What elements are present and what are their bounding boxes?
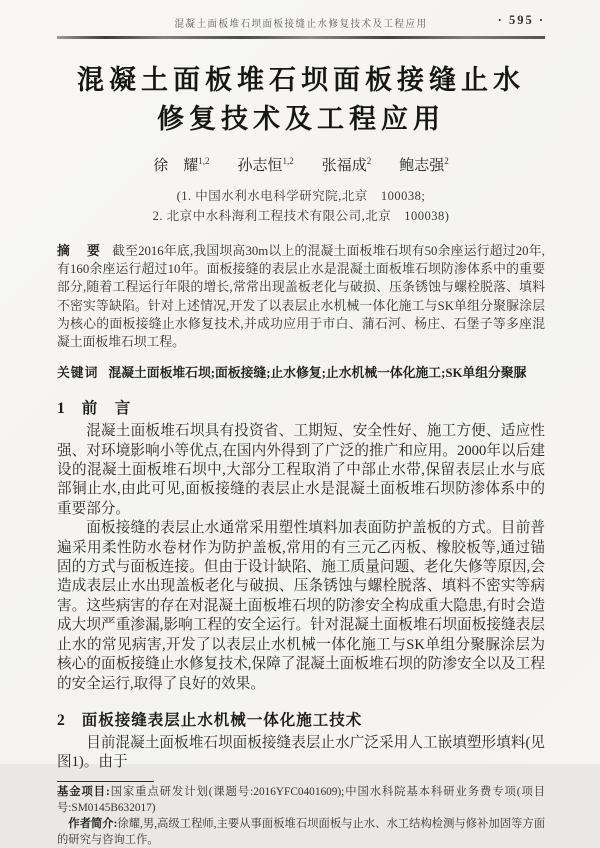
paper-title-line1: 混凝土面板堆石坝面板接缝止水 [77, 65, 525, 95]
author-3-name: 张福成 [321, 158, 367, 174]
paper-title [57, 61, 545, 139]
section-1-heading [57, 396, 545, 418]
abstract-text: 截至2016年底,我国坝高30m以上的混凝土面板堆石坝有50余座运行超过20年,有160余座运行超过10年。面板接缝的表层止水是混凝土面板堆石坝防渗体系中的重要部分,随着工程运行年限的增长,常常出现盖板老化与破损、压条锈蚀与螺栓脱落、填料不密实等缺陷。针对上述情况,开发了以表层止水机械一体化施工与SK单组分聚脲涂层为核心的面板接缝止水修复技术,并成功应用于市白、蒲石河、杨庄、石堡子等多座混凝土面板堆石坝工程。 [57, 244, 546, 350]
footnote-rule [57, 781, 154, 783]
section-1-number: 1 [57, 400, 66, 418]
section-1-paragraph-1: 混凝土面板堆石坝具有投资省、工期短、安全性好、施工方便、适应性强、对环境影响小等优点,在国内外得到了广泛的推广和应用。2000年以后建设的混凝土面板堆石坝中,大部分工程取消了中部止水带,保留表层止水与底部铜止水,由此可见,面板接缝的表层止水是混凝土面板堆石坝防渗体系中的重要部分。 [57, 423, 545, 517]
section-1-title: 前 言 [81, 400, 132, 418]
author-4-affiliation-sup: 2 [444, 156, 449, 166]
header-rule [57, 36, 545, 39]
author-3 [322, 154, 372, 175]
author-list [57, 154, 545, 175]
footnote-author-bio-label: 作者简介: [68, 817, 118, 830]
footnote-fund-text: 国家重点研发计划(课题号:2016YFC0401609);中国水科院基本科研业务费专项(项目号:SM0145B632017) [57, 786, 545, 815]
keywords-text: 混凝土面板堆石坝;面板接缝;止水修复;止水机械一体化施工;SK单组分聚脲 [108, 366, 527, 381]
running-header [57, 14, 545, 30]
abstract [57, 242, 545, 351]
author-1-name: 徐 耀 [153, 158, 199, 174]
author-4-name: 鲍志强 [399, 158, 445, 174]
section-2-number: 2 [57, 711, 66, 729]
section-2-heading [57, 708, 545, 730]
author-2 [237, 154, 293, 175]
footnote-fund [57, 785, 545, 817]
paper-title-line2: 修复技术及工程应用 [157, 104, 445, 134]
page-number: · 595 · [497, 13, 545, 27]
section-2-paragraph-1: 目前混凝土面板堆石坝面板接缝表层止水广泛采用人工嵌填塑形填料(见图1)。由于 [57, 734, 545, 771]
author-1-affiliation-sup: 1,2 [198, 156, 210, 166]
abstract-label: 摘 要 [57, 244, 103, 258]
keywords-label: 关键词 [57, 366, 99, 381]
author-4 [399, 154, 449, 175]
running-header-title: 混凝土面板堆石坝面板接缝止水修复技术及工程应用 [174, 19, 428, 31]
author-2-name: 孙志恒 [237, 158, 283, 174]
footnote-author-bio-text: 徐耀,男,高级工程师,主要从事面板堆石坝面板与止水、水工结构检测与修补加固等方面的研究与咨询工作。 [57, 817, 546, 846]
affiliation-2: 2. 北京中水科海利工程技术有限公司,北京 100038) [152, 209, 450, 223]
author-1 [153, 154, 209, 175]
affiliation-1: (1. 中国水利水电科学研究院,北京 100038; [176, 189, 426, 203]
section-2-title: 面板接缝表层止水机械一体化施工技术 [81, 711, 363, 729]
section-1-paragraph-2: 面板接缝的表层止水通常采用塑性填料加表面防护盖板的方式。目前普遍采用柔性防水卷材作为防护盖板,常用的有三元乙丙板、橡胶板等,通过锚固的方式与面板连接。但由于设计缺陷、施工质量问题、老化失修等原因,会造成表层止水出现盖板老化与破损、压条锈蚀与螺栓脱落、填料不密实等病害。这些病害的存在对混凝土面板堆石坝的防渗安全构成重大隐患,有时会造成大坝严重渗漏,影响工程的安全运行。针对混凝土面板堆石坝面板接缝表层止水的常见病害,开发了以表层止水机械一体化施工与SK单组分聚脲涂层为核心的面板接缝止水修复技术,保障了混凝土面板堆石坝的防渗安全以及工程的安全运行,取得了良好的效果。 [57, 520, 545, 692]
footnote-author-bio [57, 817, 545, 848]
keywords [57, 364, 545, 382]
author-3-affiliation-sup: 2 [366, 156, 372, 166]
author-2-affiliation-sup: 1,2 [282, 156, 294, 166]
footnote-fund-label: 基金项目: [57, 786, 110, 799]
affiliations [57, 186, 545, 226]
